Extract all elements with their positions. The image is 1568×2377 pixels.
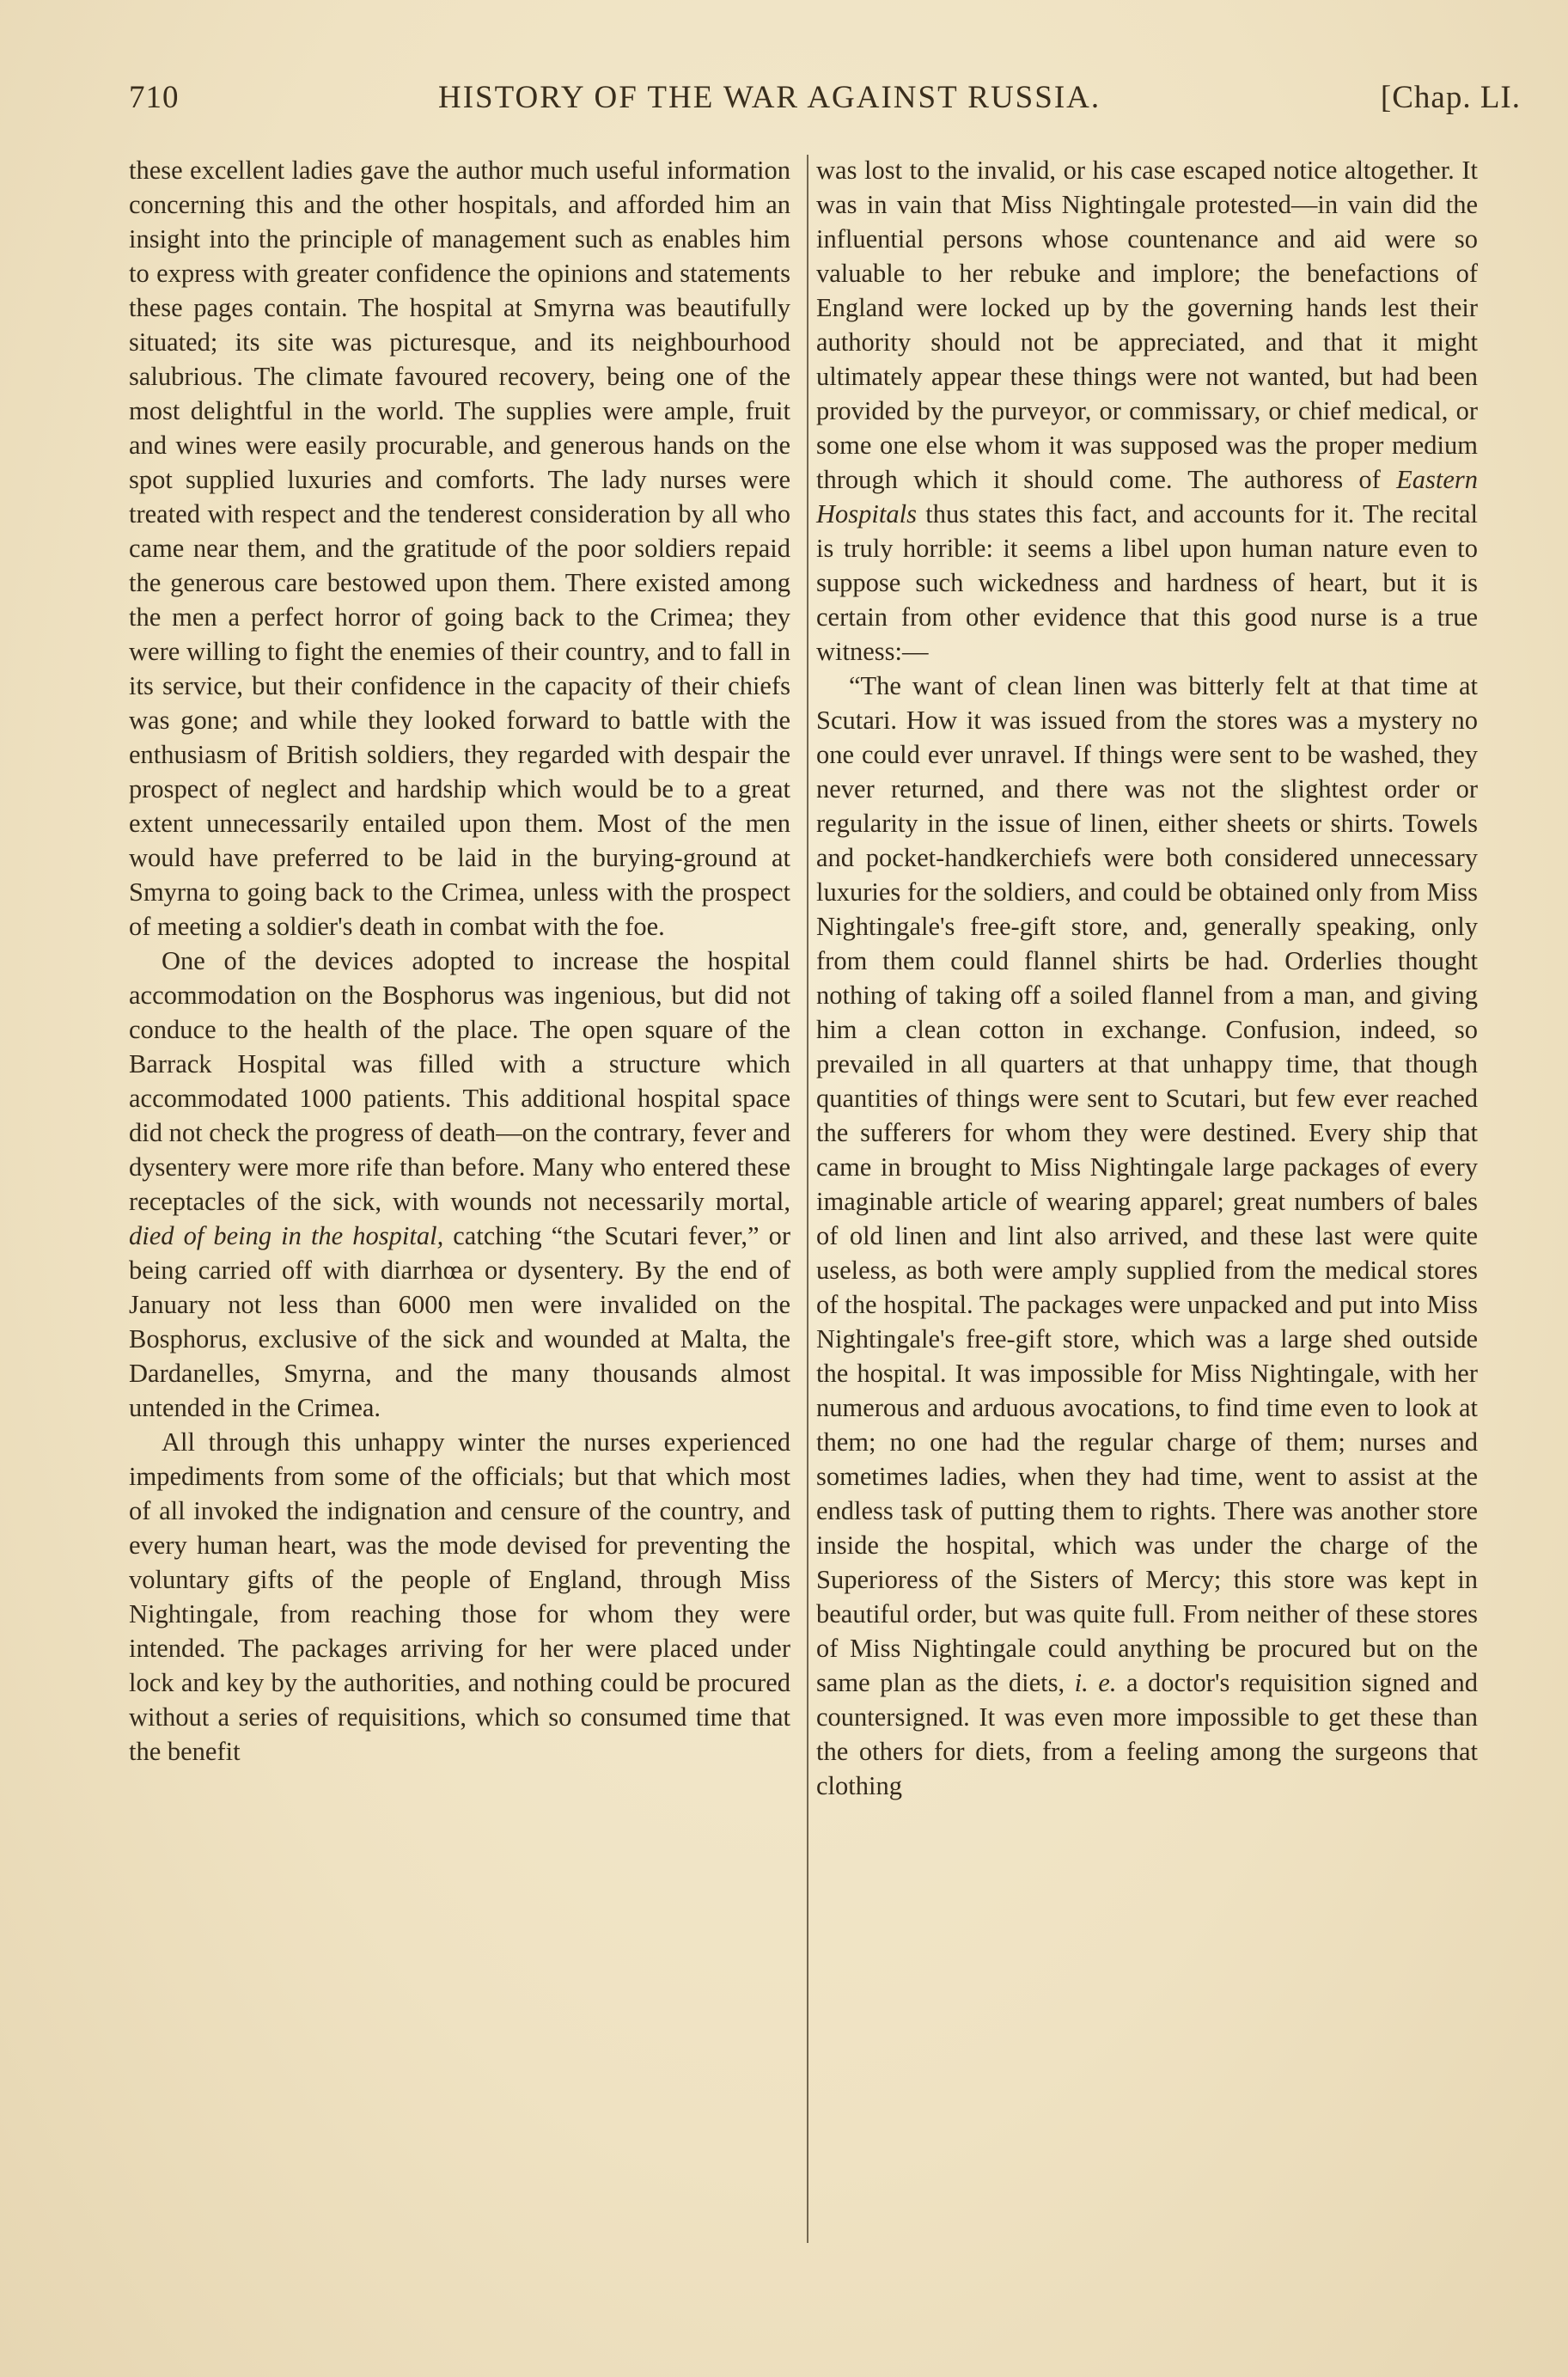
text-run: thus states this fact, and accounts for it. The recital is truly horrible: it seems a libel upon human nature even to suppose such wickedness and hardness of heart, but it is certain from other evidence that this good nurse is a true witness:— xyxy=(816,499,1478,666)
right-column xyxy=(816,153,1478,2276)
text-run: catching “the Scutari fever,” or being carried off with diarrhœa or dysentery. By the end of January not less than 6000 men were invalided on the Bosphorus, exclusive of the sick and wounded at Malta, the Dardanelles, Smyrna, and the many thousands almost untended in the Crimea. xyxy=(129,1221,790,1422)
text-run: One of the devices adopted to increase the hospital accommodation on the Bosphorus was ingenious, but did not conduce to the health of the place. The open square of the Barrack Hospital was filled with a structure which accommodated 1000 patients. This additional hospital space did not check the progress of death—on the contrary, fever and dysentery were more rife than before. Many who entered these receptacles of the sick, with wounds not necessarily mortal, xyxy=(129,946,790,1216)
column-divider xyxy=(807,155,808,2243)
text-run: “The want of clean linen was bitterly felt at that time at Scutari. How it was issued from the stores was a mystery no one could ever unravel. If things were sent to be washed, they never returned, and there was not the slightest order or regularity in the issue of linen, either sheets or shirts. Towels and pocket-handkerchiefs were both considered unnecessary luxuries for the soldiers, and could be obtained only from Miss Nightingale's free-gift store, and, generally speaking, only from them could flannel shirts be had. Orderlies thought nothing of taking off a soiled flannel from a man, and giving him a clean cotton in exchange. Confusion, indeed, so prevailed in all quarters at that unhappy time, that though quantities of things were sent to Scutari, but few ever reached the sufferers for whom they were destined. Every ship that came in brought to Miss Nightingale large packages of every imaginable article of wearing apparel; great numbers of bales of old linen and lint also arrived, and these last were quite useless, as both were amply supplied from the medical stores of the hospital. The packages were unpacked and put into Miss Nightingale's free-gift store, which was a large shed outside the hospital. It was impossible for Miss Nightingale, with her numerous and arduous avocations, to find time even to look at them; no one had the regular charge of them; nurses and sometimes ladies, when they had time, went to assist at the endless task of putting them to rights. There was another store inside the hospital, which was under the charge of the Superioress of the Sisters of Mercy; this store was kept in beautiful order, but was quite full. From neither of these stores of Miss Nightingale could anything be procured but on the same plan as the diets, xyxy=(816,671,1478,1697)
page-header xyxy=(129,79,1521,131)
paragraph xyxy=(816,153,1478,669)
left-column xyxy=(129,153,790,2276)
chapter-label: [Chap. LI. xyxy=(1380,80,1521,115)
italic-abbrev: i. e. xyxy=(1074,1668,1117,1697)
text-run: a doctor's requisition signed and countersigned. It was even more impossible to get these than the others for diets, from a feeling among the surgeons that clothing xyxy=(816,1668,1478,1800)
italic-phrase: died of being in the hospital, xyxy=(129,1221,444,1250)
paragraph: these excellent ladies gave the author much useful information concerning this and the other hospitals, and afforded him an insight into the principle of management such as enables him to express with greater confidence the opinions and statements these pages contain. The hospital at Smyrna was beautifully situated; its site was picturesque, and its neighbourhood salubrious. The climate favoured recovery, being one of the most delightful in the world. The supplies were ample, fruit and wines were easily procurable, and generous hands on the spot supplied luxuries and comforts. The lady nurses were treated with respect and the tenderest consideration by all who came near them, and the gratitude of the poor soldiers repaid the generous care bestowed upon them. There existed among the men a perfect horror of going back to the Crimea; they were willing to fight the enemies of their country, and to fall in its service, but their confidence in the capacity of their chiefs was gone; and while they looked forward to battle with the enthusiasm of British soldiers, they regarded with despair the prospect of neglect and hardship which would be to a great extent unnecessarily entailed upon them. Most of the men would have preferred to be laid in the burying-ground at Smyrna to going back to the Crimea, unless with the prospect of meeting a soldier's death in combat with the foe. xyxy=(129,156,790,941)
text-run: was lost to the invalid, or his case escaped notice altogether. It was in vain that Miss Nightingale protested—in vain did the influential persons whose countenance and aid were so valuable to her rebuke and implore; the benefactions of England were locked up by the governing hands lest their authority should not be appreciated, and that it might ultimately appear these things were not wanted, but had been provided by the purveyor, or commissary, or chief medical, or some one else whom it was supposed was the proper medium through which it should come. The authoress of xyxy=(816,156,1478,494)
running-title: HISTORY OF THE WAR AGAINST RUSSIA. xyxy=(438,80,1101,115)
page-number: 710 xyxy=(129,80,180,115)
quoted-paragraph xyxy=(816,669,1478,1803)
paragraph xyxy=(129,944,790,1425)
paragraph: All through this unhappy winter the nurses experienced impediments from some of the officials; but that which most of all invoked the indignation and censure of the country, and every human heart, was the mode devised for preventing the voluntary gifts of the people of England, through Miss Nightingale, from reaching those for whom they were intended. The packages arriving for her were placed under lock and key by the authorities, and nothing could be procured without a series of requisitions, which so consumed time that the benefit xyxy=(129,1427,790,1766)
italic-title: Eastern Hospitals xyxy=(816,465,1478,529)
